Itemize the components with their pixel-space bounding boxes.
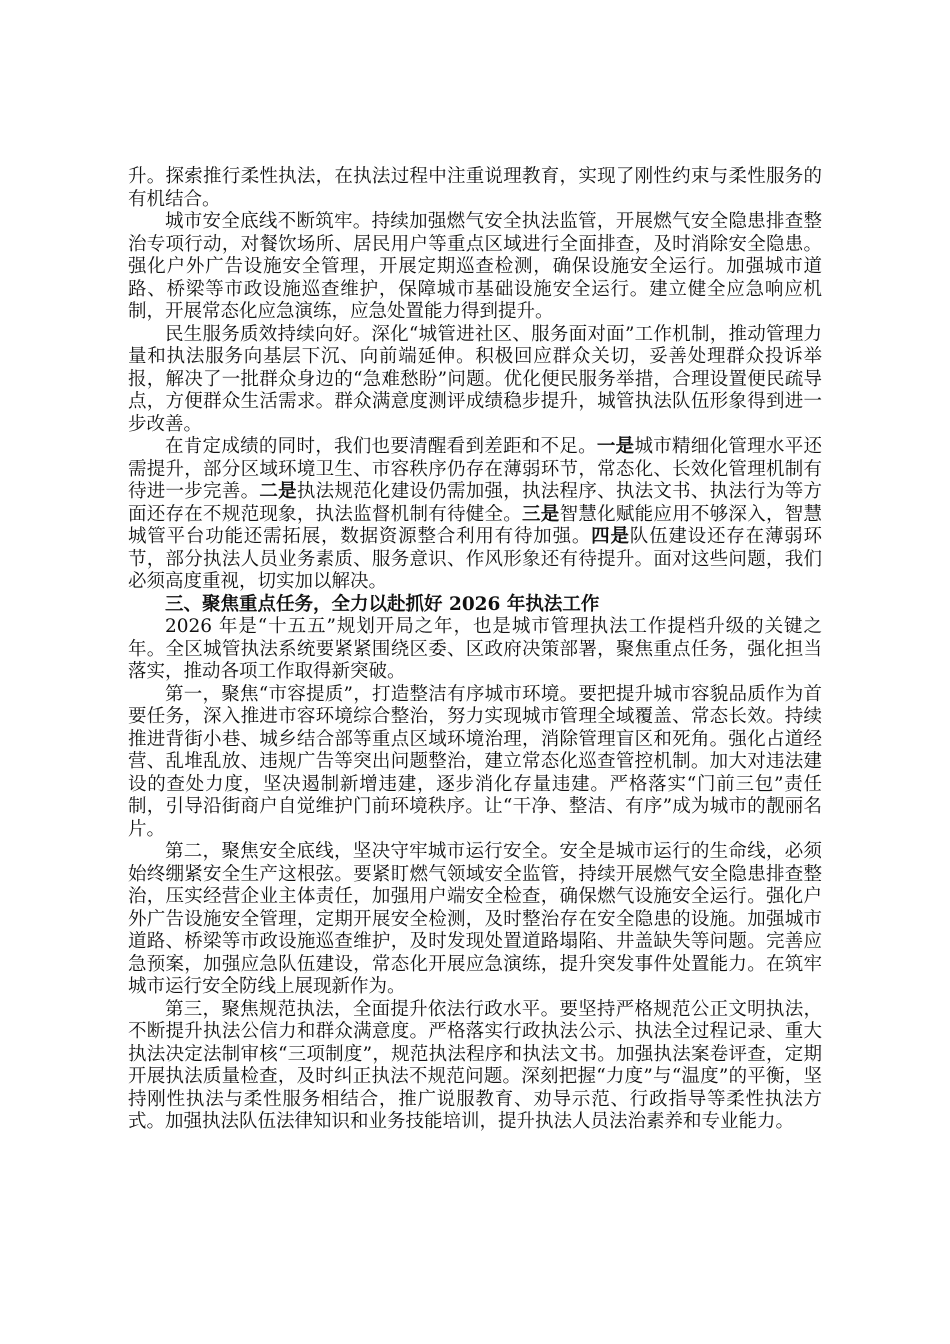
emphasis-label: 一是 (596, 436, 635, 457)
paragraph-text: 城市精细化管理水平还需提升，部分区域环境卫生、市容秩序仍存在薄弱环节，常态化、长效化管理机制有待进一步完善。 (128, 436, 822, 502)
emphasis-label: 四是 (591, 526, 630, 547)
document-body (128, 166, 822, 1134)
paragraph-continuation (128, 166, 822, 211)
paragraph-city-safety (128, 211, 822, 324)
paragraph-text: 城市安全底线不断筑牢。持续加强燃气安全执法监管，开展燃气安全隐患排查整治专项行动，对餐饮场所、居民用户等重点区域进行全面排查，及时消除安全隐患。强化户外广告设施安全管理，开展定期巡查检测，确保设施安全运行。加强城市道路、桥梁等市政设施巡查维护，保障城市基础设施安全运行。建立健全应急响应机制，开展常态化应急演练，应急处置能力得到提升。 (128, 211, 822, 322)
paragraph-text: 在肯定成绩的同时，我们也要清醒看到差距和不足。 (165, 436, 597, 457)
paragraph-text: 第一，聚焦“市容提质”，打造整洁有序城市环境。要把提升城市容貌品质作为首要任务，深入推进市容环境综合整治，努力实现城市管理全域覆盖、常态长效。持续推进背街小巷、城乡结合部等重点区域环境治理，消除管理盲区和死角。强化占道经营、乱堆乱放、违规广告等突出问题整治，建立常态化巡查管控机制。加大对违法建设的查处力度，坚决遏制新增违建，逐步消化存量违建。严格落实“门前三包”责任制，引导沿街商户自觉维护门前环境秩序。让“干净、整洁、有序”成为城市的靓丽名片。 (128, 683, 822, 840)
paragraph-public-service (128, 324, 822, 437)
paragraph-text: 执法规范化建设仍需加强，执法程序、执法文书、执法行为等方面还存在不规范现象，执法监督机制有待健全。 (128, 481, 822, 525)
paragraph-task-two (128, 841, 822, 999)
paragraph-text: 民生服务质效持续向好。深化“城管进社区、服务面对面”工作机制，推动管理力量和执法服务向基层下沉、向前端延伸。积极回应群众关切，妥善处理群众投诉举报，解决了一批群众身边的“急难愁盼”问题。优化便民服务举措，合理设置便民疏导点，方便群众生活需求。群众满意度测评成绩稳步提升，城管执法队伍形象得到进一步改善。 (128, 323, 822, 435)
paragraph-text: 2026 年是“十五五”规划开局之年，也是城市管理执法工作提档升级的关键之年。全区城管执法系统要紧紧围绕区委、区政府决策部署，聚焦重点任务，强化担当落实，推动各项工作取得新突破。 (128, 616, 822, 682)
emphasis-label: 二是 (259, 481, 297, 502)
emphasis-label: 三是 (522, 503, 560, 525)
paragraph-text: 第二，聚焦安全底线，坚决守牢城市运行安全。安全是城市运行的生命线，必须始终绷紧安全生产这根弦。要紧盯燃气领域安全监管，持续开展燃气安全隐患排查整治，压实经营企业主体责任，加强用户端安全检查，确保燃气设施安全运行。强化户外广告设施安全管理，定期开展安全检测，及时整治存在安全隐患的设施。加强城市道路、桥梁等市政设施巡查维护，及时发现处置道路塌陷、井盖缺失等问题。完善应急预案，加强应急队伍建设，常态化开展应急演练，提升突发事件处置能力。在筑牢城市运行安全防线上展现新作为。 (128, 841, 822, 997)
paragraph-text: 智慧化赋能应用不够深入，智慧城管平台功能还需拓展，数据资源整合利用有待加强。 (128, 503, 822, 547)
paragraph-text: 队伍建设还存在薄弱环节，部分执法人员业务素质、服务意识、作风形象还有待提升。面对这些问题，我们必须高度重视，切实加以解决。 (128, 526, 822, 592)
section-heading: 三、聚焦重点任务，全力以赴抓好 2026 年执法工作 (165, 593, 600, 615)
paragraph-task-three (128, 999, 822, 1134)
paragraph-2026-intro (128, 616, 822, 684)
paragraph-task-one (128, 684, 822, 842)
paragraph-shortcomings (128, 436, 822, 594)
paragraph-text: 升。探索推行柔性执法，在执法过程中注重说理教育，实现了刚性约束与柔性服务的有机结合。 (128, 166, 822, 210)
paragraph-text: 第三，聚焦规范执法，全面提升依法行政水平。要坚持严格规范公正文明执法，不断提升执法公信力和群众满意度。严格落实行政执法公示、执法全过程记录、重大执法决定法制审核“三项制度”，规范执法程序和执法文书。加强执法案卷评查，定期开展执法质量检查，及时纠正执法不规范问题。深刻把握“力度”与“温度”的平衡，坚持刚性执法与柔性服务相结合，推广说服教育、劝导示范、行政指导等柔性执法方式。加强执法队伍法律知识和业务技能培训，提升执法人员法治素养和专业能力。 (128, 998, 822, 1132)
